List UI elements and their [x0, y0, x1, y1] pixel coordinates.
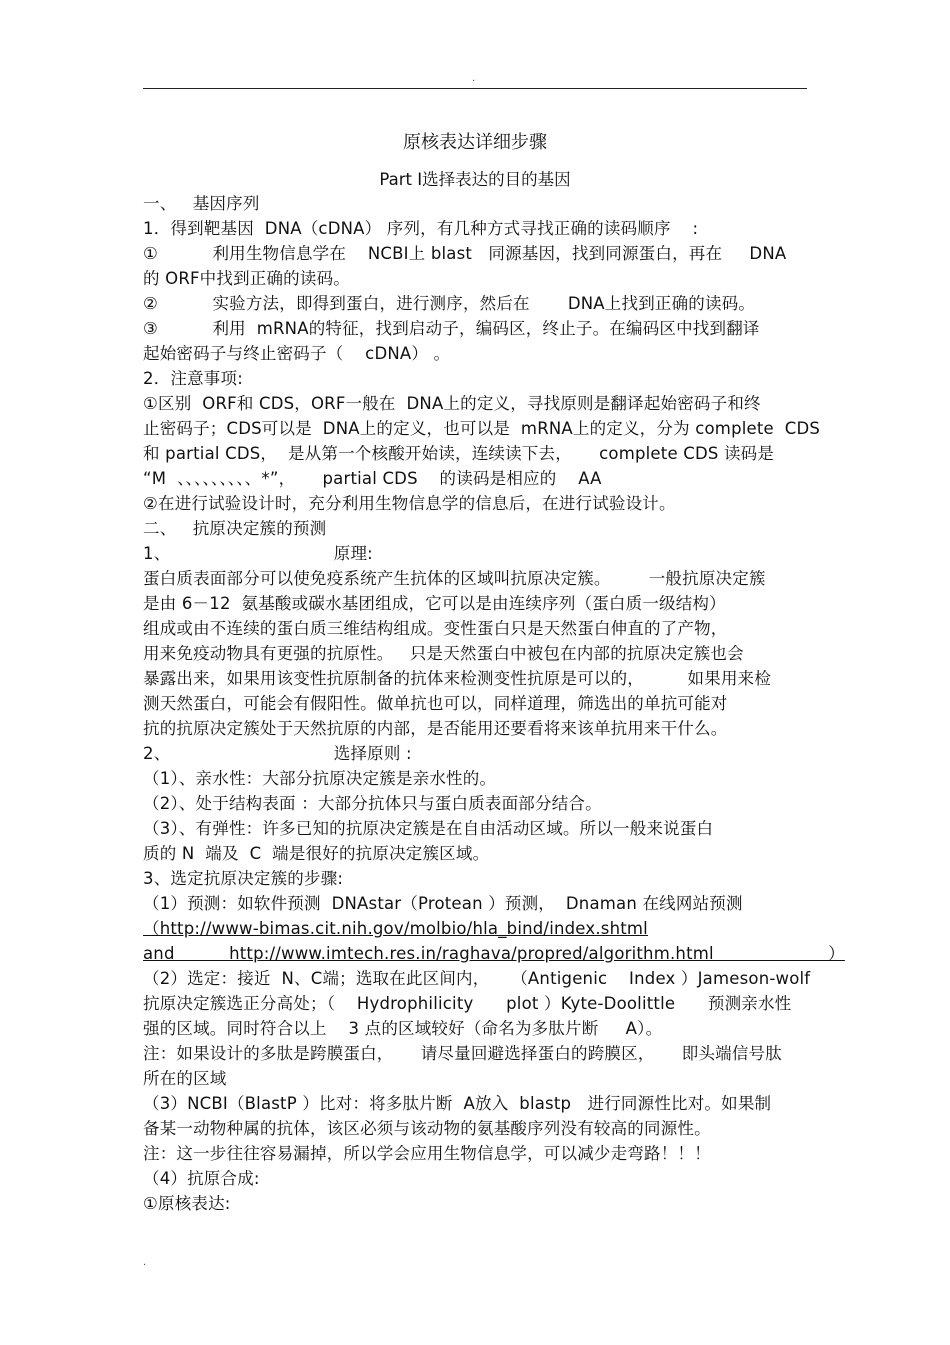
- text-line: 强的区域。同时符合以上 3 点的区域较好（命名为多肽片断 A）。: [143, 1019, 663, 1038]
- text-line: 所在的区域: [143, 1069, 227, 1088]
- text-line: 3、选定抗原决定簇的步骤:: [143, 869, 344, 888]
- text-line: ② 实验方法，即得到蛋白，进行测序，然后在 DNA上找到正确的读码。: [143, 294, 756, 313]
- text-line: （4）抗原合成:: [143, 1169, 260, 1188]
- url-line: and http://www.imtech.res.in/raghava/propred/algorithm.html ）: [143, 944, 845, 963]
- text-line: 蛋白质表面部分可以使免疫系统产生抗体的区域叫抗原决定簇。 一般抗原决定簇: [143, 569, 766, 588]
- text-line: （3）、有弹性：许多已知的抗原决定簇是在自由活动区域。所以一般来说蛋白: [143, 819, 714, 838]
- text-line: （1）、亲水性：大部分抗原决定簇是亲水性的。: [143, 769, 497, 788]
- text-line: （3）NCBI（BlastP ）比对：将多肽片断 A放入 blastp 进行同源性比对。如果制: [143, 1094, 772, 1113]
- text-line: 质的 N 端及 C 端是很好的抗原决定簇区域。: [143, 844, 490, 863]
- text-line: （2）、处于结构表面 ：大部分抗体只与蛋白质表面部分结合。: [143, 794, 602, 813]
- text-line: 用来免疫动物具有更强的抗原性。 只是天然蛋白中被包在内部的抗原决定簇也会: [143, 644, 744, 663]
- text-line: 二、 抗原决定簇的预测: [143, 519, 327, 538]
- text-line: （1）预测：如软件预测 DNAstar（Protean ）预测， Dnaman 在线网站预测: [143, 894, 743, 913]
- header-rule: [143, 88, 807, 89]
- header-mark: .: [472, 73, 476, 84]
- text-line: 和 partial CDS， 是从第一个核酸开始读，连续读下去， complete CDS 读码是: [143, 444, 775, 463]
- text-line: “M 、、、、、、、、、*”， partial CDS 的读码是相应的 AA: [143, 469, 602, 488]
- text-line: 测天然蛋白，可能会有假阳性。做单抗也可以，同样道理，筛选出的单抗可能对: [143, 694, 728, 713]
- text-line: 起始密码子与终止密码子（ cDNA） 。: [143, 344, 451, 363]
- text-line: ①原核表达:: [143, 1194, 231, 1213]
- text-line: ①区别 ORF和 CDS，ORF一般在 DNA上的定义，寻找原则是翻译起始密码子和终: [143, 394, 761, 413]
- text-line: ②在进行试验设计时，充分利用生物信息学的信息后，在进行试验设计。: [143, 494, 676, 513]
- text-line: 一、 基因序列: [143, 194, 260, 213]
- text-line: 注：如果设计的多肽是跨膜蛋白， 请尽量回避选择蛋白的跨膜区， 即头端信号肽: [143, 1044, 782, 1063]
- text-line: ① 利用生物信息学在 NCBI上 blast 同源基因，找到同源蛋白，再在 DNA: [143, 244, 787, 263]
- text-line: 备某一动物种属的抗体，该区必须与该动物的氨基酸序列没有较高的同源性。: [143, 1119, 711, 1138]
- text-line: （2）选定：接近 N、C端；选取在此区间内， （Antigenic Index ）Jameson-wolf: [143, 969, 811, 988]
- text-line: 的 ORF中找到正确的读码。: [143, 269, 350, 288]
- text-line: ③ 利用 mRNA的特征，找到启动子，编码区，终止子。在编码区中找到翻译: [143, 319, 760, 338]
- text-line: 1、 原理:: [143, 544, 373, 563]
- url-line: （http://www-bimas.cit.nih.gov/molbio/hla_bind/index.shtml: [143, 919, 648, 938]
- text-line: 抗的抗原决定簇处于天然抗原的内部，是否能用还要看将来该单抗用来干什么。: [143, 719, 728, 738]
- document-title: 原核表达详细步骤: [403, 132, 547, 153]
- text-line: 止密码子；CDS可以是 DNA上的定义，也可以是 mRNA上的定义，分为 complete CDS: [143, 419, 821, 438]
- text-line: 1．得到靶基因 DNA（cDNA） 序列，有几种方式寻找正确的读码顺序 :: [143, 219, 699, 238]
- text-line: 2．注意事项:: [143, 369, 243, 388]
- text-line: 抗原决定簇选正分高处；（ Hydrophilicity plot ）Kyte-Doolittle 预测亲水性: [143, 994, 792, 1013]
- footer-mark: .: [143, 1257, 147, 1268]
- text-line: 注：这一步往往容易漏掉，所以学会应用生物信息学，可以减少走弯路！！！: [143, 1144, 711, 1163]
- text-line: 暴露出来，如果用该变性抗原制备的抗体来检测变性抗原是可以的， 如果用来检: [143, 669, 772, 688]
- text-line: 2、 选择原则 :: [143, 744, 412, 763]
- text-line: 组成或由不连续的蛋白质三维结构组成。变性蛋白只是天然蛋白伸直的了产物，: [143, 619, 728, 638]
- part-title: Part Ⅰ选择表达的目的基因: [379, 170, 571, 189]
- text-line: 是由 6－12 氨基酸或碳水基团组成，它可以是由连续序列（蛋白质一级结构）: [143, 594, 726, 613]
